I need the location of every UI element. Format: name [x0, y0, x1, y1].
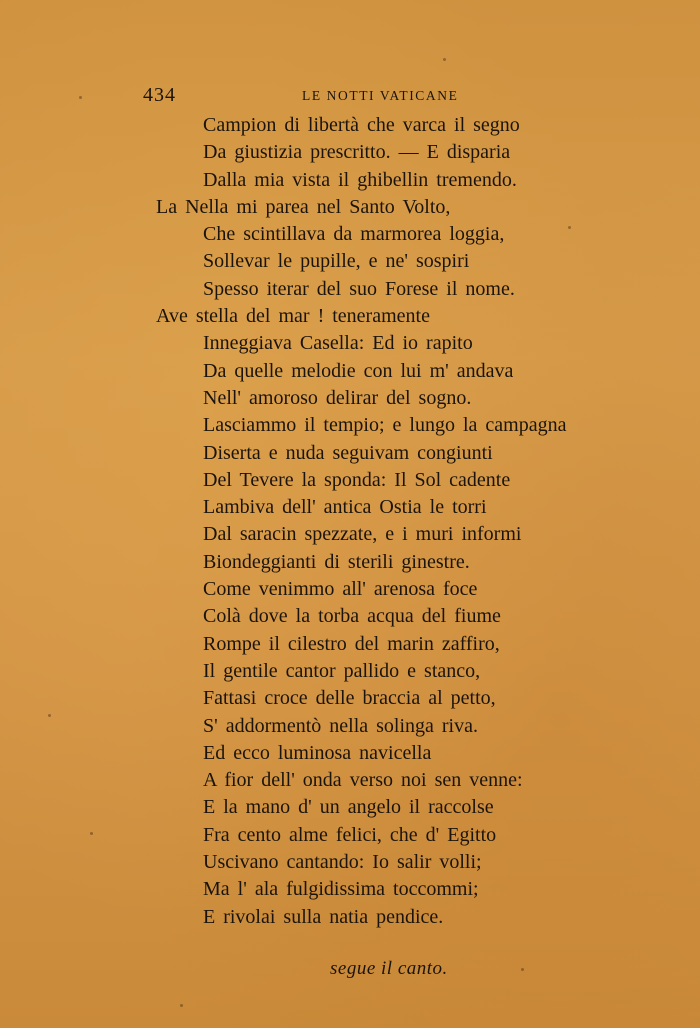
poem-line: Spesso iterar del suo Forese il nome. — [203, 277, 515, 300]
poem-line: Ma l' ala fulgidissima toccommi; — [203, 878, 479, 901]
poem-line: Come venimmo all' arenosa foce — [203, 578, 478, 601]
poem-line: Diserta e nuda seguivam congiunti — [203, 441, 493, 464]
poem-line: La Nella mi parea nel Santo Volto, — [156, 195, 451, 218]
poem-line: Colà dove la torba acqua del fiume — [203, 605, 501, 628]
poem-line: A fior dell' onda verso noi sen venne: — [203, 769, 523, 792]
poem-line: Lasciammo il tempio; e lungo la campagna — [203, 414, 567, 437]
poem-text — [0, 112, 700, 931]
poem-line: Che scintillava da marmorea loggia, — [203, 223, 505, 246]
paper-speck — [521, 968, 524, 971]
paper-speck — [180, 1004, 183, 1007]
poem-line: E rivolai sulla natia pendice. — [203, 905, 444, 928]
poem-line: Dal saracin spezzate, e i muri informi — [203, 523, 522, 546]
poem-line: Fattasi croce delle braccia al petto, — [203, 687, 496, 710]
poem-line: Fra cento alme felici, che d' Egitto — [203, 823, 497, 846]
poem-line: Biondeggianti di sterili ginestre. — [203, 550, 470, 573]
poem-line: E la mano d' un angelo il raccolse — [203, 796, 494, 819]
poem-line: Del Tevere la sponda: Il Sol cadente — [203, 468, 511, 491]
poem-line: Ed ecco luminosa navicella — [203, 741, 432, 764]
paper-speck — [443, 58, 446, 61]
poem-line: Il gentile cantor pallido e stanco, — [203, 659, 481, 682]
poem-line: Lambiva dell' antica Ostia le torri — [203, 496, 487, 519]
poem-line: Da giustizia prescritto. — E disparia — [203, 141, 511, 164]
page-number: 434 — [143, 84, 176, 106]
page-header — [0, 84, 700, 108]
poem-line: Campion di libertà che varca il segno — [203, 114, 520, 136]
poem-line: Dalla mia vista il ghibellin tremendo. — [203, 168, 517, 191]
poem-line: S' addormentò nella solinga riva. — [203, 714, 478, 737]
running-title: LE NOTTI VATICANE — [302, 88, 459, 103]
catchword: segue il canto. — [330, 958, 448, 979]
poem-line: Inneggiava Casella: Ed io rapito — [203, 332, 473, 355]
poem-line: Sollevar le pupille, e ne' sospiri — [203, 250, 470, 273]
poem-line: Nell' amoroso delirar del sogno. — [203, 386, 472, 409]
poem-line: Rompe il cilestro del marin zaffiro, — [203, 632, 500, 655]
poem-line: Uscivano cantando: Io salir volli; — [203, 851, 482, 874]
poem-line: Da quelle melodie con lui m' andava — [203, 359, 514, 382]
poem-line: Ave stella del mar ! teneramente — [156, 305, 430, 328]
